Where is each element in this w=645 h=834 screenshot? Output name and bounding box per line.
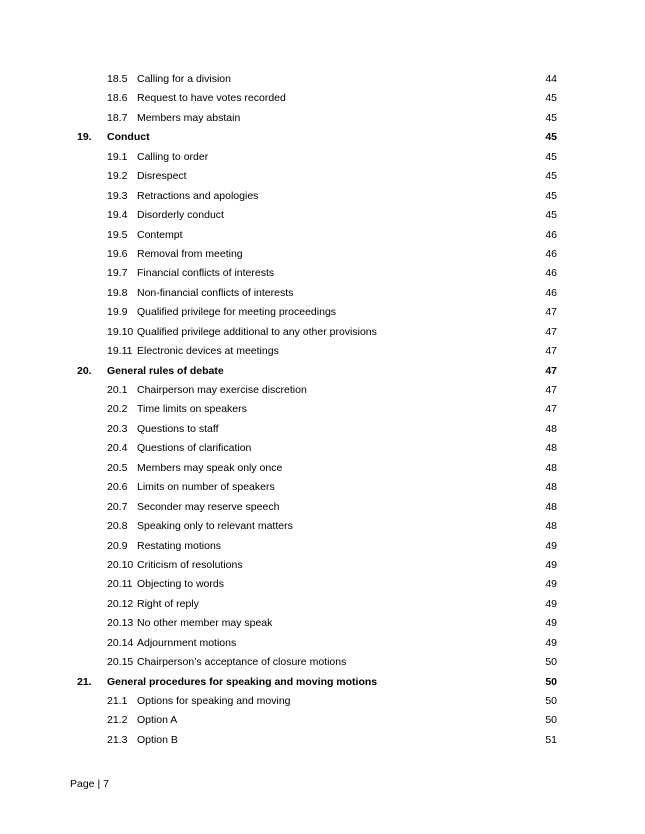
toc-entry-title: Retractions and apologies	[137, 189, 259, 202]
toc-entry-title: Electronic devices at meetings	[137, 345, 279, 358]
toc-entry-number: 19.2	[107, 170, 128, 183]
toc-entry-number: 20.6	[107, 481, 128, 494]
toc-entry-title: Members may speak only once	[137, 461, 283, 474]
toc-entry-page: 49	[545, 636, 557, 649]
toc-entry-number: 20.3	[107, 422, 128, 435]
toc-entry[interactable]	[0, 381, 645, 400]
toc-entry[interactable]	[0, 653, 645, 672]
toc-entry-page: 50	[545, 695, 557, 707]
toc-entry-number: 20.5	[107, 461, 128, 474]
toc-entry-number: 21.1	[107, 695, 128, 707]
toc-entry[interactable]	[0, 420, 645, 439]
toc-entry-number: 19.3	[107, 189, 128, 202]
toc-entry[interactable]	[0, 517, 645, 536]
toc-entry[interactable]	[0, 284, 645, 303]
toc-entry-title: Adjournment motions	[137, 636, 237, 649]
toc-entry-title: Time limits on speakers	[137, 403, 247, 416]
toc-entry-page: 50	[545, 714, 557, 727]
toc-entry-number: 20.	[77, 364, 92, 377]
toc-entry-title: Option B	[137, 733, 178, 746]
toc-entry-page: 46	[545, 228, 557, 241]
toc-entry[interactable]	[0, 498, 645, 517]
toc-entry[interactable]	[0, 264, 645, 283]
toc-entry-page: 49	[545, 578, 557, 591]
toc-entry-number: 19.4	[107, 209, 128, 222]
toc-entry-title: No other member may speak	[137, 617, 273, 630]
toc-entry-page: 45	[545, 209, 557, 222]
toc-entry[interactable]	[0, 537, 645, 556]
toc-entry-title: Option A	[137, 714, 178, 727]
toc-entry-page: 48	[545, 481, 557, 494]
toc-entry-number: 20.13	[107, 617, 134, 630]
toc-entry-number: 20.7	[107, 500, 128, 513]
toc-entry-page: 45	[545, 150, 557, 163]
toc-entry-page: 47	[545, 345, 557, 358]
toc-entry-page: 49	[545, 617, 557, 630]
toc-entry-number: 20.8	[107, 520, 128, 533]
toc-entry-page: 46	[545, 267, 557, 280]
toc-entry[interactable]	[0, 128, 645, 147]
toc-entry-page: 47	[545, 384, 557, 396]
toc-entry-title: Criticism of resolutions	[137, 558, 243, 571]
toc-entry-number: 18.6	[107, 92, 128, 105]
toc-entry-title: Removal from meeting	[137, 247, 243, 260]
toc-entry[interactable]	[0, 478, 645, 497]
toc-entry[interactable]	[0, 692, 645, 711]
page-footer: Page | 7	[70, 778, 109, 790]
toc-entry-page: 45	[545, 131, 557, 144]
toc-entry-number: 18.7	[107, 111, 128, 124]
toc-entry-title: Contempt	[137, 228, 183, 241]
toc-entry-page: 45	[545, 111, 557, 124]
toc-entry[interactable]	[0, 459, 645, 478]
toc-entry-title: Calling to order	[137, 150, 209, 163]
toc-entry-number: 20.14	[107, 636, 134, 649]
toc-entry[interactable]	[0, 556, 645, 575]
toc-entry-number: 18.5	[107, 73, 128, 85]
toc-entry-number: 21.2	[107, 714, 128, 727]
toc-entry-title: Restating motions	[137, 539, 222, 552]
toc-entry-page: 47	[545, 325, 557, 338]
toc-entry-title: Financial conflicts of interests	[137, 267, 275, 280]
toc-entry-page: 47	[545, 306, 557, 319]
toc-entry-page: 49	[545, 539, 557, 552]
toc-entry-page: 48	[545, 461, 557, 474]
toc-entry-title: General procedures for speaking and moving motions	[107, 675, 378, 688]
toc-entry[interactable]	[0, 148, 645, 167]
toc-entry[interactable]	[0, 400, 645, 419]
toc-entry-title: Qualified privilege additional to any other provisions	[137, 325, 377, 338]
toc-entry[interactable]	[0, 226, 645, 245]
toc-entry[interactable]	[0, 187, 645, 206]
toc-entry[interactable]	[0, 70, 645, 89]
toc-entry-number: 20.1	[107, 384, 128, 396]
toc-entry-number: 20.11	[107, 578, 133, 591]
toc-entry-number: 20.9	[107, 539, 128, 552]
toc-entry-page: 45	[545, 189, 557, 202]
toc-entry-page: 48	[545, 422, 557, 435]
toc-entry[interactable]	[0, 673, 645, 692]
toc-entry-number: 20.4	[107, 442, 128, 455]
toc-entry-page: 47	[545, 403, 557, 416]
toc-entry[interactable]	[0, 595, 645, 614]
toc-entry-number: 20.15	[107, 656, 134, 669]
toc-entry-number: 20.12	[107, 597, 134, 610]
toc-entry-number: 19.11	[107, 345, 133, 358]
toc-entry-title: Disorderly conduct	[137, 209, 224, 222]
toc-entry-title: Chairperson may exercise discretion	[137, 384, 307, 396]
toc-entry-title: Non-financial conflicts of interests	[137, 286, 294, 299]
toc-entry-number: 19.1	[107, 150, 128, 163]
toc-entry-number: 19.7	[107, 267, 128, 280]
toc-entry-page: 48	[545, 442, 557, 455]
toc-entry-title: Questions of clarification	[137, 442, 252, 455]
toc-entry-page: 45	[545, 170, 557, 183]
toc-entry[interactable]	[0, 303, 645, 322]
toc-entry-number: 19.8	[107, 286, 128, 299]
toc-entry[interactable]	[0, 89, 645, 108]
toc-entry-page: 47	[545, 364, 557, 377]
toc-entry-page: 48	[545, 520, 557, 533]
toc-entry-title: Calling for a division	[137, 73, 231, 85]
toc-entry-title: Conduct	[107, 131, 150, 144]
toc-entry-title: Speaking only to relevant matters	[137, 520, 293, 533]
toc-entry-number: 20.2	[107, 403, 128, 416]
toc-entry-title: Objecting to words	[137, 578, 224, 591]
toc-entry-number: 21.3	[107, 733, 128, 746]
toc-entry-title: Chairperson’s acceptance of closure motions	[137, 656, 347, 669]
toc-entry[interactable]	[0, 711, 645, 730]
table-of-contents	[0, 70, 645, 750]
toc-entry[interactable]	[0, 206, 645, 225]
toc-entry[interactable]	[0, 614, 645, 633]
toc-entry[interactable]	[0, 167, 645, 186]
toc-entry-title: Seconder may reserve speech	[137, 500, 280, 513]
toc-entry-number: 19.5	[107, 228, 128, 241]
toc-entry[interactable]	[0, 731, 645, 750]
toc-entry-page: 50	[545, 656, 557, 669]
toc-entry-page: 46	[545, 286, 557, 299]
toc-entry-title: Limits on number of speakers	[137, 481, 275, 494]
toc-entry-title: Disrespect	[137, 170, 187, 183]
toc-entry-page: 48	[545, 500, 557, 513]
toc-entry[interactable]	[0, 323, 645, 342]
toc-entry-page: 50	[545, 675, 557, 688]
toc-entry-number: 19.6	[107, 247, 128, 260]
toc-entry[interactable]	[0, 342, 645, 361]
toc-entry[interactable]	[0, 362, 645, 381]
toc-entry-title: Options for speaking and moving	[137, 695, 291, 707]
toc-entry-title: General rules of debate	[107, 364, 224, 377]
toc-entry-number: 19.	[77, 131, 92, 144]
toc-entry-title: Qualified privilege for meeting proceedings	[137, 306, 337, 319]
toc-entry-title: Request to have votes recorded	[137, 92, 286, 105]
toc-entry-page: 45	[545, 92, 557, 105]
toc-entry[interactable]	[0, 439, 645, 458]
toc-entry[interactable]	[0, 634, 645, 653]
toc-entry[interactable]	[0, 109, 645, 128]
toc-entry-title: Right of reply	[137, 597, 199, 610]
toc-entry-title: Questions to staff	[137, 422, 219, 435]
toc-entry-number: 21.	[77, 675, 92, 688]
toc-entry-page: 51	[545, 733, 557, 746]
toc-entry-number: 19.9	[107, 306, 128, 319]
toc-entry[interactable]	[0, 245, 645, 264]
toc-entry-page: 44	[545, 73, 557, 85]
toc-entry-number: 20.10	[107, 558, 134, 571]
toc-entry[interactable]	[0, 575, 645, 594]
toc-entry-page: 46	[545, 247, 557, 260]
toc-entry-page: 49	[545, 558, 557, 571]
toc-entry-number: 19.10	[107, 325, 134, 338]
toc-entry-page: 49	[545, 597, 557, 610]
toc-entry-title: Members may abstain	[137, 111, 241, 124]
